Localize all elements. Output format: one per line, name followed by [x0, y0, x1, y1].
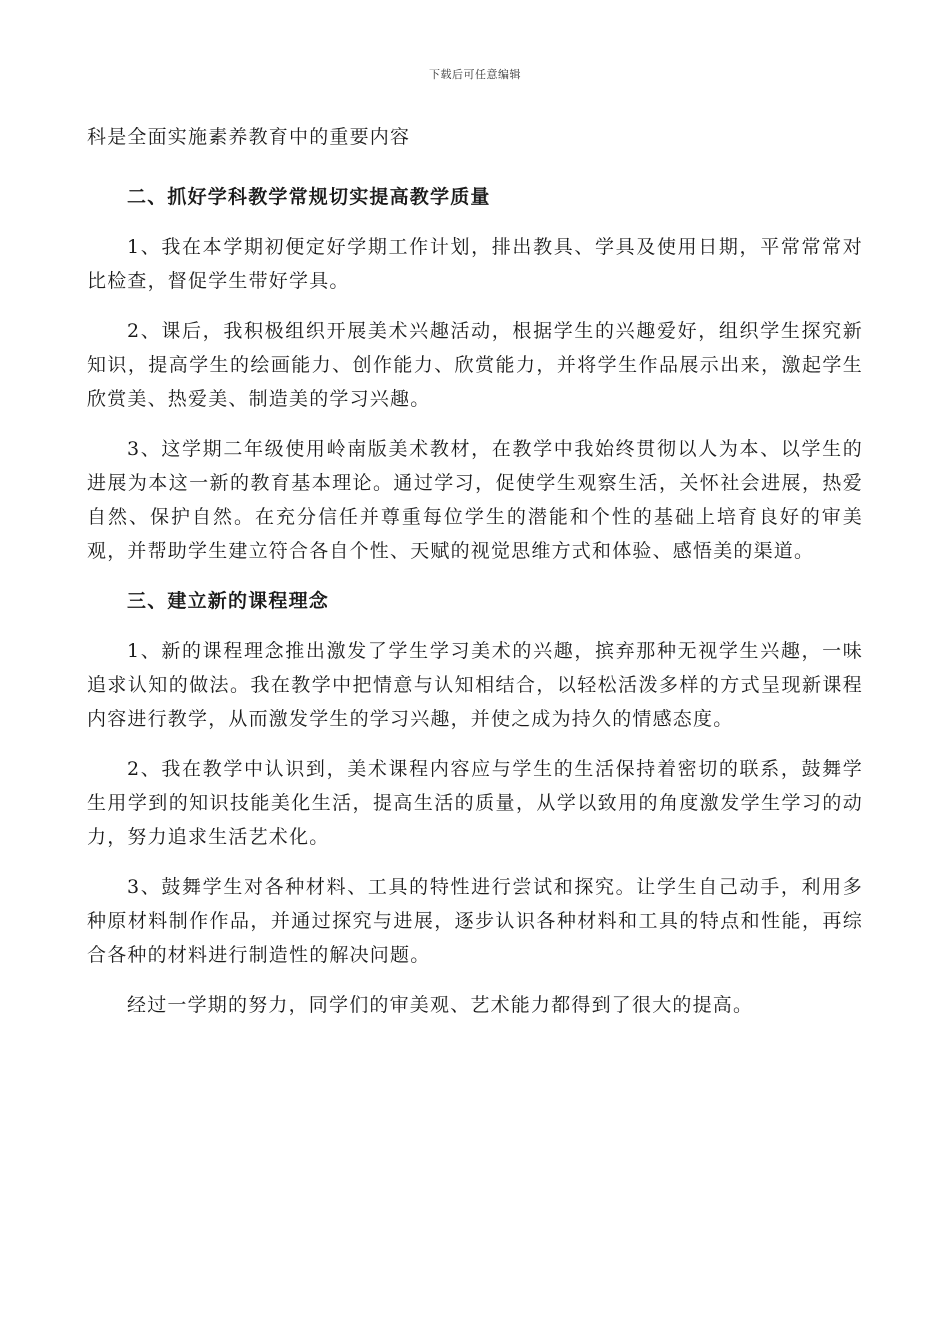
intro-paragraph: 科是全面实施素养教育中的重要内容	[87, 126, 411, 148]
page-header: 下载后可任意编辑	[429, 68, 521, 81]
section2-paragraph-2: 2、课后，我积极组织开展美术兴趣活动，根据学生的兴趣爱好，组织学生探究新知识，提高学生的绘画能力、创作能力、欣赏能力，并将学生作品展示出来，激起学生欣赏美、热爱美、制造美的学习兴趣。	[87, 320, 863, 410]
section3-paragraph-3: 3、鼓舞学生对各种材料、工具的特性进行尝试和探究。让学生自己动手，利用多种原材料制作作品，并通过探究与进展，逐步认识各种材料和工具的特点和性能，再综合各种的材料进行制造性的解决问题。	[87, 876, 863, 966]
section-heading-3: 三、建立新的课程理念	[127, 590, 330, 612]
section2-paragraph-1: 1、我在本学期初便定好学期工作计划，排出教具、学具及使用日期，平常常常对比检查，督促学生带好学具。	[87, 236, 863, 292]
document-body	[87, 120, 863, 1038]
section3-paragraph-2: 2、我在教学中认识到，美术课程内容应与学生的生活保持着密切的联系，鼓舞学生用学到的知识技能美化生活，提高生活的质量，从学以致用的角度激发学生学习的动力，努力追求生活艺术化。	[87, 758, 863, 848]
section3-paragraph-1: 1、新的课程理念推出激发了学生学习美术的兴趣，摈弃那种无视学生兴趣，一味追求认知的做法。我在教学中把情意与认知相结合，以轻松活泼多样的方式呈现新课程内容进行教学，从而激发学生的学习兴趣，并使之成为持久的情感态度。	[87, 640, 863, 730]
section2-paragraph-3: 3、这学期二年级使用岭南版美术教材，在教学中我始终贯彻以人为本、以学生的进展为本这一新的教育基本理论。通过学习，促使学生观察生活，关怀社会进展，热爱自然、保护自然。在充分信任并尊重每位学生的潜能和个性的基础上培育良好的审美观，并帮助学生建立符合各自个性、天赋的视觉思维方式和体验、感悟美的渠道。	[87, 438, 863, 562]
closing-paragraph: 经过一学期的努力，同学们的审美观、艺术能力都得到了很大的提高。	[127, 994, 754, 1016]
section-heading-2: 二、抓好学科教学常规切实提高教学质量	[127, 186, 491, 208]
